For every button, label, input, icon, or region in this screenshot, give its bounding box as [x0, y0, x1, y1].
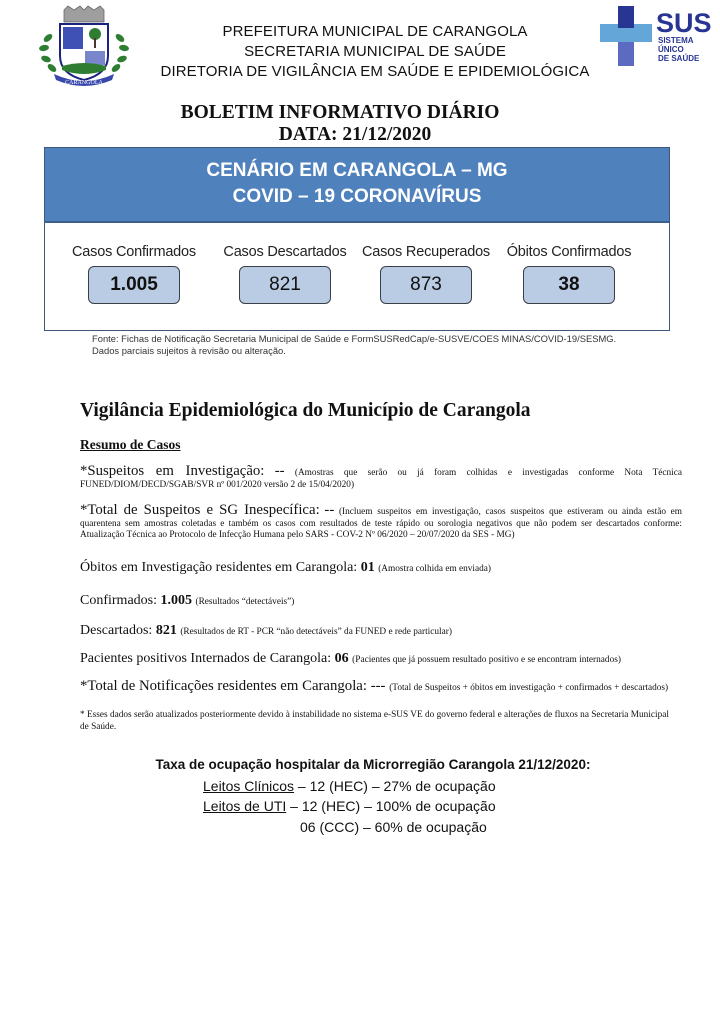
bulletin-title: BOLETIM INFORMATIVO DIÁRIO	[180, 102, 500, 123]
source-note	[92, 333, 692, 356]
item-label: Descartados:	[80, 623, 153, 638]
item-note: (Incluem suspeitos em investigação, casos suspeitos que estiveram ou ainda estão em quarentena sem amostras coletadas e também os casos com resultados de teste rápido ou sorologia negativos que não podem ser descartados conforme: Atualização Técnica ao Protocolo de Infecção Humana pelo SARS - COV-2 Nº 06/2020 – 20/07/2020 da SES - MG)	[80, 507, 683, 540]
municipal-crest-logo	[34, 4, 134, 88]
stat-value-box: 821	[239, 266, 331, 304]
stat-casos-recuperados	[351, 244, 501, 304]
item-value: --	[274, 463, 285, 479]
svg-text:ÚNICO: ÚNICO	[658, 45, 684, 54]
item-note: (Resultados de RT - PCR “não detectáveis” da FUNED e rede particular)	[180, 627, 452, 637]
stat-label: Óbitos Confirmados	[506, 244, 632, 260]
internados	[80, 651, 621, 667]
stat-casos-descartados	[210, 244, 360, 304]
header-line-secretaria: SECRETARIA MUNICIPAL DE SAÚDE	[244, 43, 506, 60]
item-value: 1.005	[160, 593, 192, 608]
stat-value-box: 38	[523, 266, 615, 304]
footnote: * Esses dados serão atualizados posteriormente devido à instabilidade no sistema e-SUS VE do governo federal e alterações de fluxos na Secretaria Municipal de Saúde.	[80, 710, 669, 732]
stat-label: Casos Descartados	[223, 244, 347, 260]
item-value: 01	[360, 560, 375, 575]
item-label: Pacientes positivos Internados de Carangola:	[80, 651, 332, 666]
item-note: (Total de Suspeitos + óbitos em investigação + confirmados + descartados)	[389, 683, 669, 693]
item-label: Óbitos em Investigação residentes em Carangola:	[80, 560, 358, 575]
occupancy-title: Taxa de ocupação hospitalar da Microrregião Carangola 21/12/2020:	[155, 757, 591, 772]
occupancy-row-label: Leitos de UTI	[203, 798, 287, 814]
svg-text:CARANGOLA: CARANGOLA	[65, 80, 103, 86]
occupancy-row-uti	[203, 798, 496, 814]
occupancy-row-text: 06 (CCC) – 60% de ocupação	[300, 819, 487, 835]
item-label: *Total de Suspeitos e SG Inespecífica:	[80, 502, 320, 518]
item-note: (Amostra colhida em enviada)	[378, 564, 492, 574]
item-value: --	[324, 502, 335, 518]
svg-text:SISTEMA: SISTEMA	[658, 36, 694, 45]
scenario-title-line1: CENÁRIO EM CARANGOLA – MG	[206, 160, 508, 181]
svg-text:DE SAÚDE: DE SAÚDE	[658, 54, 700, 63]
institution-header	[140, 22, 610, 82]
scenario-title-line2: COVID – 19 CORONAVÍRUS	[232, 186, 482, 207]
bulletin-date: DATA: 21/12/2020	[278, 124, 432, 145]
descartados	[80, 623, 452, 639]
item-label: Confirmados:	[80, 593, 157, 608]
scenario-panel	[44, 147, 670, 331]
occupancy-row-uti-ccc	[300, 819, 487, 835]
item-value: ---	[370, 678, 386, 694]
stat-obitos-confirmados	[494, 244, 644, 304]
stat-label: Casos Confirmados	[72, 244, 196, 260]
sus-logo	[598, 4, 712, 68]
source-disclaimer: Dados parciais sujeitos à revisão ou alteração.	[92, 344, 286, 356]
item-note: (Resultados “detectáveis”)	[195, 597, 295, 607]
stat-value-box: 873	[380, 266, 472, 304]
header-line-prefeitura: PREFEITURA MUNICIPAL DE CARANGOLA	[222, 23, 528, 40]
item-label: *Suspeitos em Investigação:	[80, 463, 265, 479]
case-summary-heading: Resumo de Casos	[80, 437, 181, 452]
occupancy-row-text: – 12 (HEC) – 27% de ocupação	[294, 778, 496, 794]
source-line: Fonte: Fichas de Notificação Secretaria Municipal de Saúde e FormSUSRedCap/e-SUSVE/COES MINAS/COVID-19/SESMG.	[92, 333, 617, 344]
occupancy-row-clinicos	[203, 778, 496, 794]
confirmados	[80, 593, 294, 609]
header-line-diretoria: DIRETORIA DE VIGILÂNCIA EM SAÚDE E EPIDEMIOLÓGICA	[160, 63, 590, 80]
stat-casos-confirmados	[59, 244, 209, 304]
scenario-banner	[45, 148, 669, 223]
surveillance-title: Vigilância Epidemiológica do Município de Carangola	[80, 400, 531, 421]
item-value: 06	[334, 651, 349, 666]
item-note: (Amostras que serão ou já foram colhidas e investigadas conforme Nota Técnica FUNED/DIOM/DECD/SGAB/SVR nº 001/2020 versão 2 de 15/04/2020)	[80, 468, 682, 490]
total-suspeitos-sg	[80, 502, 683, 542]
item-value: 821	[155, 623, 177, 638]
stat-label: Casos Recuperados	[362, 244, 490, 260]
obitos-investigacao	[80, 560, 491, 576]
occupancy-row-label: Leitos Clínicos	[203, 778, 295, 794]
svg-text:SUS: SUS	[656, 8, 712, 38]
item-label: *Total de Notificações residentes em Carangola:	[80, 678, 367, 694]
total-notificacoes	[80, 678, 668, 695]
item-note: (Pacientes que já possuem resultado positivo e se encontram internados)	[352, 655, 621, 665]
stat-value-box: 1.005	[88, 266, 180, 304]
suspeitos-investigacao	[80, 463, 682, 491]
occupancy-row-text: – 12 (HEC) – 100% de ocupação	[286, 798, 496, 814]
